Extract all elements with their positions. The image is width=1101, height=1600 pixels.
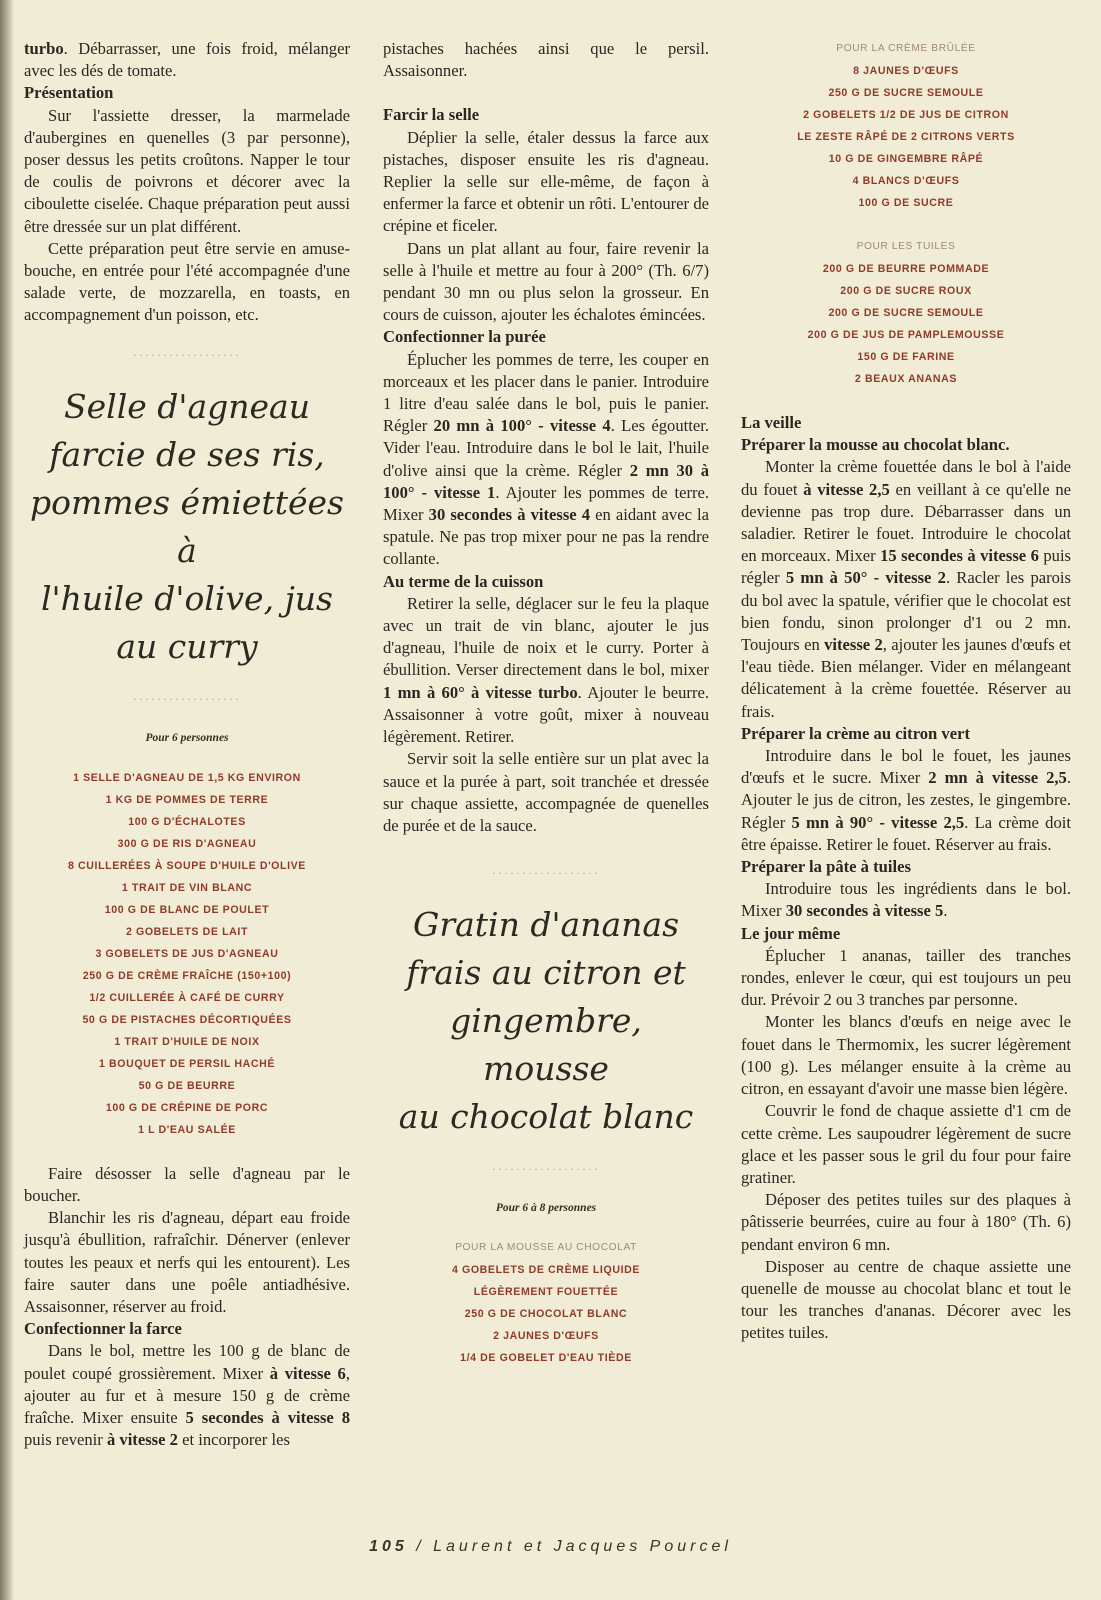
ingredient-item: 300 G DE RIS D'AGNEAU <box>117 837 257 850</box>
ingredient-list-selle <box>24 767 350 1141</box>
ingredient-item: 100 G DE BLANC DE POULET <box>104 903 270 916</box>
ingredient-item: 1 SELLE D'AGNEAU DE 1,5 KG ENVIRON <box>73 771 301 784</box>
ingredient-item: 1/2 CUILLERÉE À CAFÉ DE CURRY <box>89 991 285 1004</box>
ingredient-item: 1/4 DE GOBELET D'EAU TIÈDE <box>460 1352 632 1365</box>
heading-jour: Le jour même <box>741 923 841 943</box>
separator-dots: ·················· <box>492 866 600 881</box>
paragraph-jour-1: Éplucher 1 ananas, tailler des tranches rondes, enlever le cœur, qui est toujours un peu dur. Prévoir 2 ou 3 tranches par personne. <box>741 945 1071 1010</box>
paragraph-pate: Introduire tous les ingrédients dans le bol. Mixer 30 secondes à vitesse 5. <box>741 879 1071 921</box>
ingredient-item: 250 G DE CRÈME FRAÎCHE (150+100) <box>82 969 292 982</box>
paragraph-presentation-2: Cette préparation peut être servie en amuse-bouche, en entrée pour l'été accompagnée d'une salade verte, de mozzarella, en toasts, en accompagnement d'un poisson, etc. <box>24 238 350 325</box>
paragraph-pistaches: pistaches hachées ainsi que le persil. Assaisonner. <box>383 39 709 81</box>
ingredient-item: 250 G DE SUCRE SEMOULE <box>828 87 984 99</box>
ingredient-item: 200 G DE SUCRE ROUX <box>840 285 972 297</box>
ingredient-group-label: POUR LA MOUSSE AU CHOCOLAT <box>455 1242 637 1254</box>
ingredient-item: 250 G DE CHOCOLAT BLANC <box>464 1308 628 1321</box>
spacer <box>24 1141 350 1163</box>
heading-puree: Confectionner la purée <box>383 327 546 347</box>
ingredient-item: 8 JAUNES D'ŒUFS <box>853 65 959 77</box>
book-spine <box>0 0 14 1600</box>
column-left <box>24 38 350 1451</box>
spacer <box>383 82 709 104</box>
paragraph-servir: Servir soit la selle entière sur un plat avec la sauce et la purée à part, soit tranchée et dressée sur chaque assiette, accompagnée de quenelles de purée et de la sauce. <box>383 749 709 835</box>
footer-authors: Laurent et Jacques Pourcel <box>433 1538 732 1555</box>
ingredient-group-label: POUR LA CRÈME BRÛLÉE <box>836 43 976 54</box>
paragraph-blanchir: Blanchir les ris d'agneau, départ eau froide jusqu'à ébullition, rafraîchir. Dénerver (enlever toutes les peaux et nerfs qui les entourent). Les faire sauter dans une poêle antiadhésive. Assaisonner, réserver au froid. <box>24 1208 350 1317</box>
ingredient-item: 150 G DE FARINE <box>857 351 955 363</box>
paragraph-farcir-2: Dans un plat allant au four, faire revenir la selle à l'huile et mettre au four à 200° (Th. 6/7) pendant 30 mn ou plus selon la grosseur. En cours de cuisson, ajouter les échalotes émincées. <box>383 238 709 325</box>
ingredient-item: 50 G DE PISTACHES DÉCORTIQUÉES <box>82 1013 292 1026</box>
servings-label: Pour 6 personnes <box>145 731 229 744</box>
column-right <box>741 38 1071 1345</box>
ingredient-item: 2 GOBELETS 1/2 DE JUS DE CITRON <box>803 109 1009 121</box>
heading-citron: Préparer la crème au citron vert <box>741 723 970 743</box>
ingredient-list-mousse <box>383 1259 709 1369</box>
ingredient-item: 1 TRAIT DE VIN BLANC <box>121 881 253 894</box>
ingredient-item: 50 G DE BEURRE <box>138 1079 236 1092</box>
ingredient-item: 1 KG DE POMMES DE TERRE <box>105 793 269 806</box>
ingredient-list-tuiles <box>741 258 1071 390</box>
servings-label: Pour 6 à 8 personnes <box>495 1202 597 1215</box>
recipe-title-gratin: Gratin d'ananas frais au citron et gingembre, mousse au chocolat blanc <box>398 905 694 1137</box>
heading-cuisson: Au terme de la cuisson <box>383 571 544 591</box>
footer-separator: / <box>416 1538 425 1555</box>
paragraph-cuisson: Retirer la selle, déglacer sur le feu la plaque avec un trait de vin blanc, ajouter le jus d'agneau, l'huile de noix et le curry. Porter à ébullition. Verser directement dans le bol, mixer 1 mn à 60° à vitesse turbo. Ajouter le beurre. Assaisonner à votre goût, mixer à nouveau légèrement. Retirer. <box>383 593 709 747</box>
ingredient-item: 4 GOBELETS DE CRÈME LIQUIDE <box>451 1264 641 1277</box>
paragraph-turbo: turbo. Débarrasser, une fois froid, mélanger avec les dés de tomate. <box>24 39 350 81</box>
ingredient-item: 100 G DE SUCRE <box>858 197 954 209</box>
ingredient-item: 200 G DE SUCRE SEMOULE <box>828 307 984 319</box>
heading-presentation: Présentation <box>24 83 114 103</box>
paragraph-presentation-1: Sur l'assiette dresser, la marmelade d'aubergines en quenelles (3 par personne), poser dessus les petits croûtons. Napper le tour de coulis de poivrons et décorer avec la ciboulette ciselée. Chaque préparation peut aussi être dressée sur un plat différent. <box>24 105 350 236</box>
ingredient-item: 3 GOBELETS DE JUS D'AGNEAU <box>95 947 279 960</box>
ingredient-item: 2 JAUNES D'ŒUFS <box>493 1330 599 1343</box>
paragraph-citron: Introduire dans le bol le fouet, les jaunes d'œufs et le sucre. Mixer 2 mn à vitesse 2,5. Ajouter le jus de citron, les zestes, le gingembre. Régler 5 mn à 90° - vitesse 2,5. La crème doit être épaisse. Retirer le fouet. Réserver au frais. <box>741 746 1071 854</box>
ingredient-item: 10 G DE GINGEMBRE RÂPÉ <box>828 153 984 165</box>
ingredient-item: 8 CUILLERÉES À SOUPE D'HUILE D'OLIVE <box>68 859 306 872</box>
paragraph-puree: Éplucher les pommes de terre, les couper en morceaux et les placer dans le panier. Introduire 1 litre d'eau salée dans le bol, puis le panier. Régler 20 mn à 100° - vitesse 4. Les égoutter. Vider l'eau. Introduire dans le bol le lait, l'huile d'olive ainsi que la crème. Régler 2 mn 30 à 100° - vitesse 1. Ajouter les pommes de terre. Mixer 30 secondes à vitesse 4 en aidant avec la spatule. Ne pas trop mixer pour ne pas la rendre collante. <box>383 349 710 569</box>
page-number: 105 <box>369 1538 408 1555</box>
page-footer <box>0 1538 1101 1556</box>
ingredient-item: LÉGÈREMENT FOUETTÉE <box>473 1286 619 1299</box>
paragraph-farce: Dans le bol, mettre les 100 g de blanc de poulet coupé grossièrement. Mixer à vitesse 6, ajouter au fur et à mesure 150 g de crème fraîche. Mixer ensuite 5 secondes à vitesse 8 puis revenir à vitesse 2 et incorporer les <box>24 1341 350 1450</box>
heading-veille: La veille <box>741 413 802 432</box>
ingredient-item: 2 GOBELETS DE LAIT <box>125 925 249 938</box>
ingredient-item: 1 L D'EAU SALÉE <box>138 1123 236 1136</box>
recipe-title-selle: Selle d'agneau farcie de ses ris, pommes émiettées à l'huile d'olive, jus au curry <box>30 386 344 666</box>
paragraph-desosser: Faire désosser la selle d'agneau par le boucher. <box>24 1163 350 1206</box>
heading-farce: Confectionner la farce <box>24 1319 182 1339</box>
ingredient-item: 1 TRAIT D'HUILE DE NOIX <box>114 1035 260 1048</box>
ingredient-item: 200 G DE BEURRE POMMADE <box>822 263 990 275</box>
ingredient-item: 4 BLANCS D'ŒUFS <box>852 175 960 187</box>
separator-dots: ·················· <box>133 347 241 362</box>
spacer <box>741 390 1071 412</box>
heading-mousse: Préparer la mousse au chocolat blanc. <box>741 435 1010 455</box>
column-middle <box>383 38 709 1369</box>
heading-pate: Préparer la pâte à tuiles <box>741 857 911 877</box>
paragraph-jour-2: Monter les blancs d'œufs en neige avec le fouet dans le Thermomix, les sucrer légèrement (100 g). Les mélanger ensuite à la crème au citron, en essayant d'avoir une masse bien légère. <box>741 1012 1071 1099</box>
paragraph-jour-3: Couvrir le fond de chaque assiette d'1 cm de cette crème. Les saupoudrer légèrement de sucre glace et les passer sous le gril du four pour faire gratiner. <box>741 1101 1071 1187</box>
ingredient-item: LE ZESTE RÂPÉ DE 2 CITRONS VERTS <box>797 131 1015 143</box>
ingredient-list-creme <box>741 60 1071 214</box>
ingredient-item: 100 G D'ÉCHALOTES <box>128 815 246 828</box>
ingredient-group-label: POUR LES TUILES <box>856 241 956 252</box>
separator-dots: ·················· <box>133 691 241 706</box>
spacer <box>741 214 1071 236</box>
heading-farcir: Farcir la selle <box>383 105 480 125</box>
separator-dots: ·················· <box>492 1162 600 1177</box>
paragraph-mousse: Monter la crème fouettée dans le bol à l'aide du fouet à vitesse 2,5 en veillant à ce qu'elle ne devienne pas trop dure. Débarrasser dans un saladier. Retirer le fouet. Introduire le chocolat en morceaux. Mixer 15 secondes à vitesse 6 puis régler 5 mn à 50° - vitesse 2. Racler les parois du bol avec la spatule, vérifier que le chocolat est bien fondu, sinon prolonger d'1 ou 2 mn. Toujours en vitesse 2, ajouter les jaunes d'œufs et l'eau tiède. Bien mélanger. Vider en mélangeant délicatement à la crème fouettée. Réserver au frais. <box>741 457 1072 721</box>
ingredient-item: 2 BEAUX ANANAS <box>854 373 958 385</box>
ingredient-item: 100 G DE CRÉPINE DE PORC <box>105 1101 269 1114</box>
paragraph-farcir-1: Déplier la selle, étaler dessus la farce aux pistaches, disposer ensuite les ris d'agneau. Replier la selle sur elle-même, de façon à enfermer la farce et obtenir un rôti. L'entourer de crépine et ficeler. <box>383 127 709 236</box>
ingredient-item: 1 BOUQUET DE PERSIL HACHÉ <box>98 1057 276 1070</box>
paragraph-jour-4: Déposer des petites tuiles sur des plaques à pâtisserie beurrées, cuire au four à 180° (Th. 6) pendant environ 6 mn. <box>741 1190 1071 1254</box>
ingredient-item: 200 G DE JUS DE PAMPLEMOUSSE <box>807 329 1005 341</box>
paragraph-jour-5: Disposer au centre de chaque assiette une quenelle de mousse au chocolat blanc et tout le tour les tranches d'ananas. Décorer avec les petites tuiles. <box>741 1256 1071 1343</box>
